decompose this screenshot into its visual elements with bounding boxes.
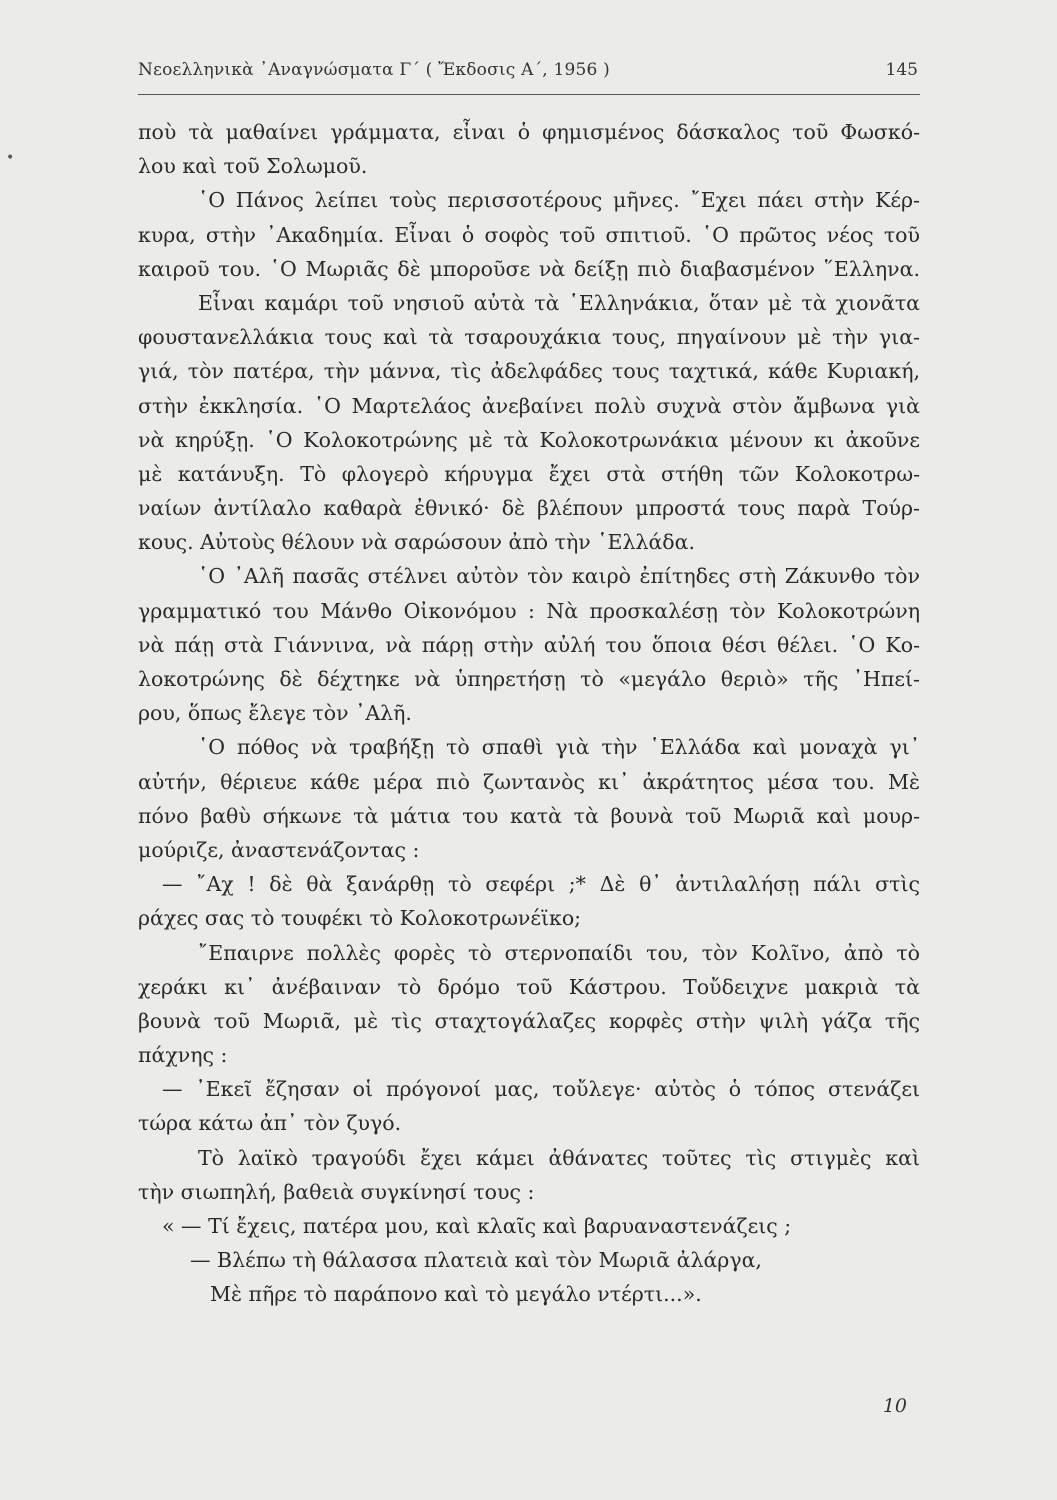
text-line: πόνο βαθὺ σήκωνε τὰ μάτια του κατὰ τὰ βουνὰ τοῦ Μωριᾶ καὶ μουρ-	[138, 803, 920, 828]
text-line: ῾Ο Πάνος λείπει τοὺς περισσοτέρους μῆνες. ῎Εχει πάει στὴν Κέρ-	[198, 188, 920, 213]
text-line: Τὸ λαϊκὸ τραγούδι ἔχει κάμει ἀθάνατες τοῦτες τὶς στιγμὲς καὶ	[198, 1145, 920, 1170]
text-line: αὐτήν, θέριευε κάθε μέρα πιὸ ζωντανὸς κι᾿ ἀκράτητος μέσα του. Μὲ	[138, 769, 920, 794]
text-line: νὰ κηρύξῃ. ῾Ο Κολοκοτρώνης μὲ τὰ Κολοκοτρωνάκια μένουν κι ἀκοῦνε	[138, 427, 920, 452]
text-line: νὰ πάῃ στὰ Γιάννινα, νὰ πάρῃ στὴν αὐλή του ὅποια θέσι θέλει. ῾Ο Κο-	[138, 632, 920, 657]
text-line: χεράκι κι᾿ ἀνέβαιναν τὸ δρόμο τοῦ Κάστρου. Τοὔδειχνε μακριὰ τὰ	[138, 974, 920, 999]
text-line: — ῎Αχ ! δὲ θὰ ξανάρθῃ τὸ σεφέρι ;* Δὲ θ᾿ ἀντιλαλήσῃ πάλι στὶς	[162, 872, 920, 897]
text-line: — ᾿Εκεῖ ἔζησαν οἱ πρόγονοί μας, τοὔλεγε· αὐτὸς ὁ τόπος στενάζει	[162, 1077, 920, 1102]
text-line: στὴν ἐκκλησία. ῾Ο Μαρτελάος ἀνεβαίνει πολὺ συχνὰ στὸν ἄμβωνα γιὰ	[138, 393, 920, 418]
text-line: γραμματικό του Μάνθο Οἰκονόμου : Νὰ προσκαλέσῃ τὸν Κολοκοτρώνη	[138, 598, 920, 623]
text-line: λου καὶ τοῦ Σολωμοῦ.	[138, 154, 368, 179]
text-line: τὴν σιωπηλή, βαθειὰ συγκίνησί τους :	[138, 1179, 535, 1204]
verse-line: — Βλέπω τὴ θάλασσα πλατειὰ καὶ τὸν Μωριᾶ ἀλάργα,	[190, 1248, 762, 1273]
text-line: φουστανελλάκια τους καὶ τὰ τσαρουχάκια τους, πηγαίνουν μὲ τὴν για-	[138, 325, 920, 350]
text-line: κυρα, στὴν ᾿Ακαδημία. Εἶναι ὁ σοφὸς τοῦ σπιτιοῦ. ῾Ο πρῶτος νέος τοῦ	[138, 222, 920, 247]
running-head	[138, 58, 920, 95]
signature-mark: 10	[882, 1395, 907, 1417]
text-line: μούριζε, ἀναστενάζοντας :	[138, 837, 420, 862]
margin-mark: •	[6, 150, 15, 166]
text-line: ναίων ἀντίλαλο καθαρὰ ἐθνικό· δὲ βλέπουν μπροστά τους παρὰ Τούρ-	[138, 496, 920, 521]
text-line: λοκοτρώνης δὲ δέχτηκε νὰ ὑπηρετήσῃ τὸ «μεγάλο θεριὸ» τῆς ᾿Ηπεί-	[138, 667, 920, 691]
text-line: ῾Ο πόθος νὰ τραβήξῃ τὸ σπαθὶ γιὰ τὴν ῾Ελλάδα καὶ μοναχὰ γι᾿	[198, 735, 920, 760]
text-line: ρου, ὅπως ἔλεγε τὸν ᾿Αλῆ.	[138, 701, 412, 726]
running-title: Νεοελληνικὰ ᾿Αναγνώσματα Γ΄ ( Ἔκδοσις Α΄, 1956 )	[138, 60, 610, 80]
text-line: μὲ κατάνυξη. Τὸ φλογερὸ κήρυγμα ἔχει στὰ στήθη τῶν Κολοκοτρω-	[138, 461, 920, 486]
text-line: τώρα κάτω ἀπ᾿ τὸν ζυγό.	[138, 1111, 402, 1136]
text-line: πάχνης :	[138, 1043, 228, 1068]
text-line: ποὺ τὰ μαθαίνει γράμματα, εἶναι ὁ φημισμένος δάσκαλος τοῦ Φωσκό-	[138, 120, 920, 144]
body-text	[138, 115, 920, 1312]
text-line: ῎Επαιρνε πολλὲς φορὲς τὸ στερνοπαίδι του, τὸν Κολῖνο, ἀπὸ τὸ	[198, 940, 920, 965]
text-line: Εἶναι καμάρι τοῦ νησιοῦ αὐτὰ τὰ ῾Ελληνάκια, ὅταν μὲ τὰ χιονᾶτα	[198, 290, 920, 315]
text-line: ράχες σας τὸ τουφέκι τὸ Κολοκοτρωνέϊκο;	[138, 906, 582, 931]
text-line: βουνὰ τοῦ Μωριᾶ, μὲ τὶς σταχτογάλαζες κορφὲς στὴν ψιλὴ γάζα τῆς	[138, 1008, 920, 1033]
page-number: 145	[885, 60, 918, 80]
verse-line: « — Τί ἔχεις, πατέρα μου, καὶ κλαῖς καὶ βαρυαναστενάζεις ;	[162, 1214, 792, 1238]
text-line: γιά, τὸν πατέρα, τὴν μάννα, τὶς ἀδελφάδες τους ταχτικά, κάθε Κυριακή,	[138, 359, 920, 384]
text-line: ῾Ο ᾿Αλῆ πασᾶς στέλνει αὐτὸν τὸν καιρὸ ἐπίτηδες στὴ Ζάκυνθο τὸν	[198, 564, 920, 589]
verse-line: Μὲ πῆρε τὸ παράπονο καὶ τὸ μεγάλο ντέρτι...».	[210, 1282, 702, 1307]
text-line: κους. Αὐτοὺς θέλουν νὰ σαρώσουν ἀπὸ τὴν ῾Ελλάδα.	[138, 530, 696, 555]
text-line: καιροῦ του. ῾Ο Μωριᾶς δὲ μποροῦσε νὰ δείξῃ πιὸ διαβασμένον ῞Ελληνα.	[138, 256, 920, 281]
